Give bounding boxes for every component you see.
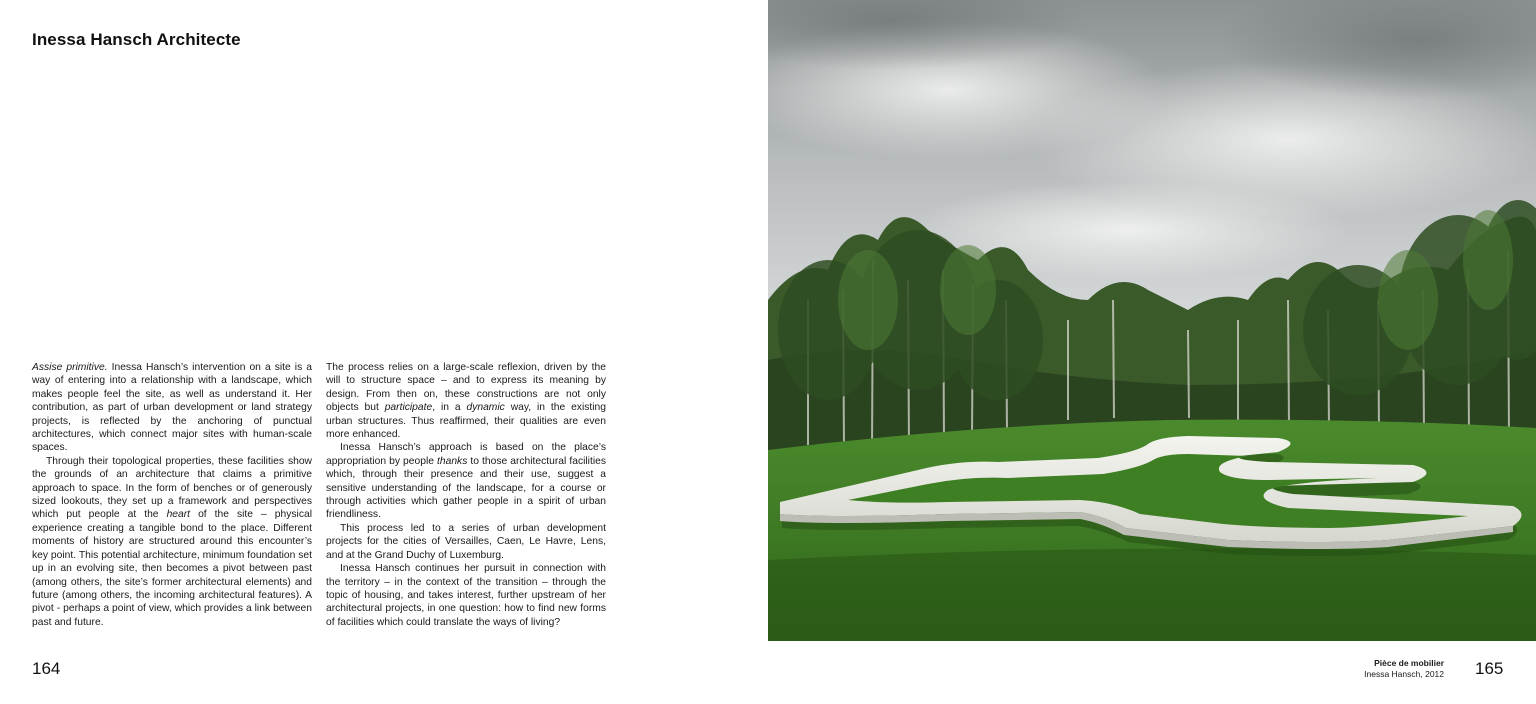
page-number-right: 165 (1475, 659, 1504, 678)
paragraph-text: The process relies on a large-scale reflexion, driven by the will to structure space – and to express its meaning by design. From then on, these constructions are not only objects but (326, 362, 606, 414)
page-number-left: 164 (32, 659, 61, 678)
caption-credit: Inessa Hansch, 2012 (1364, 669, 1444, 679)
paragraph (326, 361, 606, 441)
photo-caption (1364, 658, 1444, 680)
lawn-shade (768, 549, 1536, 641)
text-column-left (32, 361, 312, 629)
paragraph-text: , in a (432, 402, 467, 414)
page-title: Inessa Hansch Architecte (32, 30, 241, 49)
paragraph-text: Inessa Hansch’s approach is based on the place’s appropriation by people (326, 442, 606, 467)
paragraph (32, 361, 312, 455)
paragraph-text: way, in the existing urban structures. Thus reaffirmed, their qualities are even more enhanced. (326, 402, 606, 441)
paragraph-text: of the site – physical experience creating a tangible bond to the place. Different moments of history are structured around this encounter’s key point. This potential architecture, minimum foundation set up in an evolving site, then becomes a pivot between past (among others, the site’s former architectural elements) and future (among others, the incoming architectural features). A pivot - perhaps a point of view, which provides a link between past and future. (32, 509, 312, 628)
paragraph: Inessa Hansch continues her pursuit in connection with the territory – in the context of the transition – through the topic of housing, and takes interest, further upstream of her architectural projects, in one question: how to find new forms of facilities which could translate the ways of living? (326, 563, 606, 628)
lead-in: Assise primitive. (32, 362, 108, 373)
landscape-photo (768, 0, 1536, 641)
caption-title: Pièce de mobilier (1374, 658, 1444, 668)
emphasis: thanks (437, 455, 468, 467)
photo-illustration (768, 0, 1536, 641)
paragraph-text: to those architectural facilities which, through their presence and their use, suggest a sensitive understanding of the landscape, for a course or through activities which gather people in a spirit of urban friendliness. (326, 455, 606, 521)
text-column-right (326, 361, 606, 629)
paragraph-text: Through their topological properties, these facilities show the grounds of an architecture that claims a primitive approach to space. In the form of benches or of generously sized lookouts, they set up a framework and perspectives which put people at the (32, 455, 312, 521)
emphasis: participate (384, 402, 433, 414)
paragraph-text: Inessa Hansch’s intervention on a site is a way of entering into a relationship with a landscape, which makes people feel the site, as well as understand it. Her contribution, as part of urban development or land strategy projects, is reflected by the anchoring of punctual architectures, which connect major sites with human-scale spaces. (32, 362, 312, 454)
emphasis: dynamic (466, 402, 505, 414)
paragraph (32, 455, 312, 629)
paragraph: This process led to a series of urban development projects for the cities of Versailles, Caen, Le Havre, Lens, and at the Grand Duchy of Luxemburg. (326, 522, 606, 561)
paragraph (326, 441, 606, 521)
emphasis: heart (166, 509, 191, 521)
